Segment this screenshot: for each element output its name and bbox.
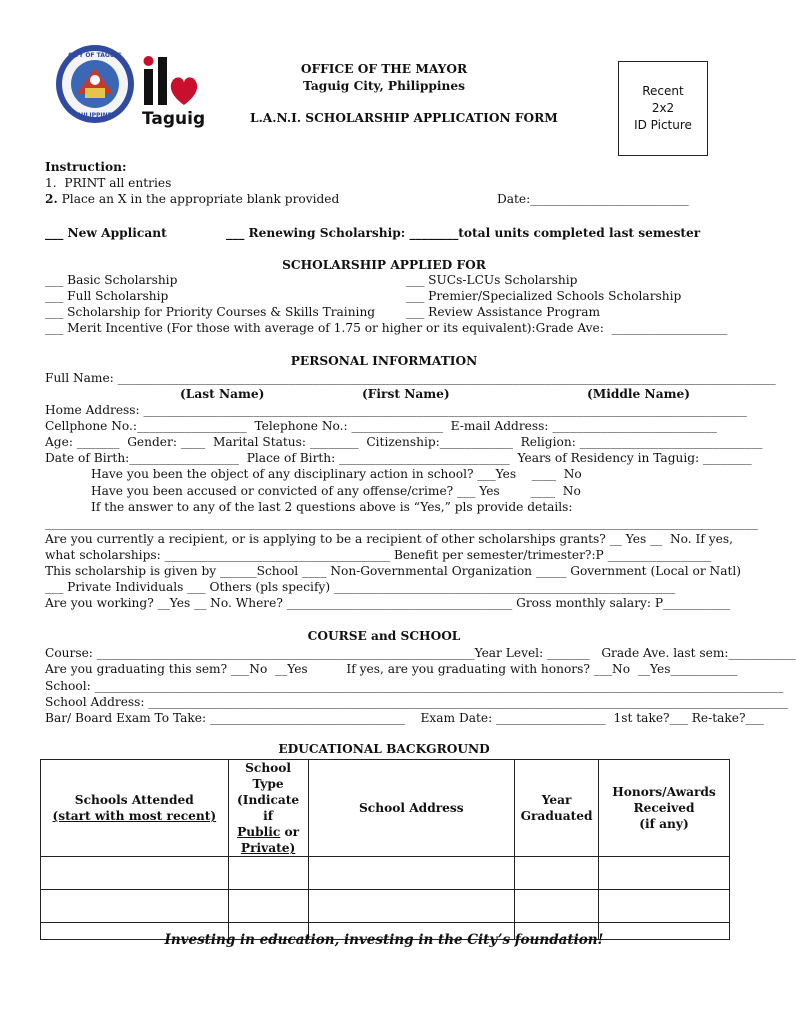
seal-bottom-text: PHILIPPINES [73,112,117,119]
education-header-row [41,760,730,857]
education-table [40,759,730,940]
details-line[interactable]: _____________________________________________________________________________________________________________________ [45,516,758,530]
priority-courses-option[interactable]: ___ Scholarship for Priority Courses & Skills Training [45,305,376,319]
disciplinary-question[interactable]: Have you been the object of any disciplinary action in school? ___Yes ____ No [91,467,582,481]
other-scholarship-question[interactable]: Are you currently a recipient, or is applying to be a recipient of other scholarships grants? __ Yes __ No. If yes, [45,532,733,546]
form-title: L.A.N.I. SCHOLARSHIP APPLICATION FORM [250,111,558,125]
year-graduated-header [515,760,599,857]
city-title: Taguig City, Philippines [303,79,465,93]
what-scholarships-field[interactable]: what scholarships: _____________________________________ Benefit per semester/trimester?:P _________________ [45,548,712,562]
table-cell[interactable] [599,857,730,890]
section-scholarship: SCHOLARSHIP APPLIED FOR [282,258,486,272]
instruction-1: 1. PRINT all entries [45,176,172,190]
honors-label-3: (if any) [639,817,689,831]
given-by-options[interactable]: This scholarship is given by ______School ____ Non-Governmental Organization _____ Government (Local or Natl) [45,564,742,578]
table-cell[interactable] [515,857,599,890]
school-type-label-2: Type [252,777,284,791]
last-name-label: (Last Name) [180,387,265,401]
full-name-field[interactable]: Full Name: ____________________________________________________________________________________________________________ [45,371,776,385]
table-cell[interactable] [41,857,229,890]
table-cell[interactable] [599,890,730,923]
taguig-city-seal [55,44,135,124]
review-assistance-option[interactable]: ___ Review Assistance Program [406,305,601,319]
instruction-2-number: 2. [45,192,58,206]
date-field[interactable]: Date:__________________________ [497,192,689,206]
year-label: Year [541,793,572,807]
photo-label-3: ID Picture [634,118,692,132]
table-cell[interactable] [515,890,599,923]
home-address-field[interactable]: Home Address: ___________________________________________________________________________________________________ [45,403,747,417]
private-label: Private) [240,841,296,855]
private-others-options[interactable]: ___ Private Individuals ___ Others (pls specify) ________________________________________________________ [45,580,676,594]
working-field[interactable]: Are you working? __Yes __ No. Where? _____________________________________ Gross monthly salary: P___________ [45,596,731,610]
honors-label-2: Received [633,801,695,815]
logo-text: Taguig [142,109,206,129]
renewing-label: ___ Renewing Scholarship: ________total units completed last semester [226,226,701,240]
details-prompt: If the answer to any of the last 2 questions above is “Yes,” pls provide details: [91,500,573,514]
public-label: Public [237,825,281,839]
bar-exam-field[interactable]: Bar/ Board Exam To Take: ________________________________ Exam Date: __________________ 1st take?___ Re-take?___ [45,711,764,725]
photo-label-1: Recent [642,84,684,98]
table-cell[interactable] [308,857,515,890]
schools-attended-note: (start with most recent) [52,809,217,823]
school-type-label-3: (Indicate if [236,793,300,823]
middle-name-label: (Middle Name) [587,387,691,401]
table-row [41,857,730,890]
section-personal: PERSONAL INFORMATION [290,354,478,368]
premier-scholarship-option[interactable]: ___ Premier/Specialized Schools Scholarship [406,289,682,303]
sucs-scholarship-option[interactable]: ___ SUCs-LCUs Scholarship [406,273,578,287]
section-course: COURSE and SCHOOL [307,629,461,643]
table-cell[interactable] [228,890,308,923]
taguig-logo [140,55,212,127]
graduating-field[interactable]: Are you graduating this sem? ___No __Yes If yes, are you graduating with honors? ___No __Yes___________ [45,662,738,676]
schools-attended-label: Schools Attended [74,793,194,807]
school-field[interactable]: School: _________________________________________________________________________________________________________________ [45,679,784,693]
table-cell[interactable] [308,890,515,923]
full-scholarship-option[interactable]: ___ Full Scholarship [45,289,169,303]
or-label: or [280,825,300,839]
office-title: OFFICE OF THE MAYOR [300,62,468,76]
first-name-label: (First Name) [362,387,450,401]
honors-label-1: Honors/Awards [612,785,716,799]
contact-fields[interactable]: Cellphone No.:__________________ Telephone No.: _______________ E-mail Address: ___________________________ [45,419,717,433]
course-field[interactable]: Course: ______________________________________________________________Year Level: _______ Grade Ave. last sem:___________ [45,646,796,660]
seal-top-text: CITY OF TAGUIG [68,52,122,59]
schools-attended-header [41,760,229,857]
school-address-field[interactable]: School Address: _________________________________________________________________________________________________________ [45,695,789,709]
school-address-header: School Address [308,760,515,857]
section-education: EDUCATIONAL BACKGROUND [278,742,490,756]
accused-question[interactable]: Have you been accused or convicted of any offense/crime? ___ Yes ____ No [91,484,581,498]
age-gender-fields[interactable]: Age: _______ Gender: ____ Marital Status: ________ Citizenship:____________ Religion: ______________________________ [45,435,763,449]
photo-label-2: 2x2 [651,101,675,115]
table-cell[interactable] [41,890,229,923]
instruction-heading: Instruction: [45,160,127,174]
instruction-2-text: Place an X in the appropriate blank provided [57,192,340,206]
renewing-field[interactable] [226,226,700,241]
instruction-2 [45,192,339,207]
table-cell[interactable] [228,857,308,890]
new-applicant-field[interactable]: ___ New Applicant [45,226,167,240]
school-type-header [228,760,308,857]
birth-fields[interactable]: Date of Birth:__________________ Place of Birth: ____________________________ Years of Residency in Taguig: ________ [45,451,752,465]
honors-header [599,760,730,857]
school-type-label-4 [231,824,306,840]
school-type-label-5 [231,840,306,856]
merit-incentive-option[interactable]: ___ Merit Incentive (For those with average of 1.75 or higher or its equivalent):Grade Ave: ___________________ [45,321,728,335]
graduated-label: Graduated [520,809,593,823]
school-type-label-1: School [245,761,292,775]
basic-scholarship-option[interactable]: ___ Basic Scholarship [45,273,178,287]
tagline: Investing in education, investing in the City’s foundation! [164,932,604,948]
table-row [41,890,730,923]
id-photo-box [618,61,708,156]
